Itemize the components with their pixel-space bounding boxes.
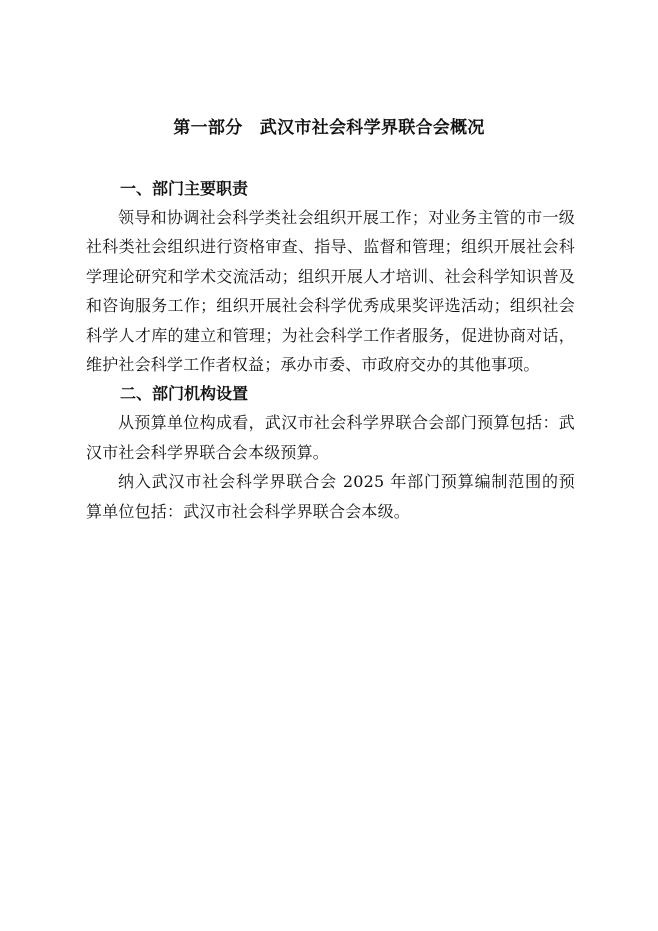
- paragraph-budget-scope: 纳入武汉市社会科学界联合会 2025 年部门预算编制范围的预算单位包括：武汉市社会科学界联合会本级。: [86, 472, 575, 521]
- paragraph-duties: 领导和协调社会科学类社会组织开展工作；对业务主管的市一级社科类社会组织进行资格审查、指导、监督和管理；组织开展社会科学理论研究和学术交流活动；组织开展人才培训、社会科学知识普及和咨询服务工作；组织开展社会科学优秀成果奖评选活动；组织社会科学人才库的建立和管理；为社会科学工作者服务，促进协商对话，维护社会科学工作者权益；承办市委、市政府交办的其他事项。: [86, 208, 575, 375]
- section-structure: [86, 379, 575, 526]
- section-heading-duties: 一、部门主要职责: [120, 179, 249, 198]
- paragraph-budget-composition: 从预算单位构成看，武汉市社会科学界联合会部门预算包括：武汉市社会科学界联合会本级预算。: [86, 413, 575, 462]
- document-title: 第一部分 武汉市社会科学界联合会概况: [173, 118, 485, 138]
- section-duties: [86, 174, 575, 379]
- document-body: [86, 174, 575, 526]
- section-heading-structure: 二、部门机构设置: [120, 384, 249, 404]
